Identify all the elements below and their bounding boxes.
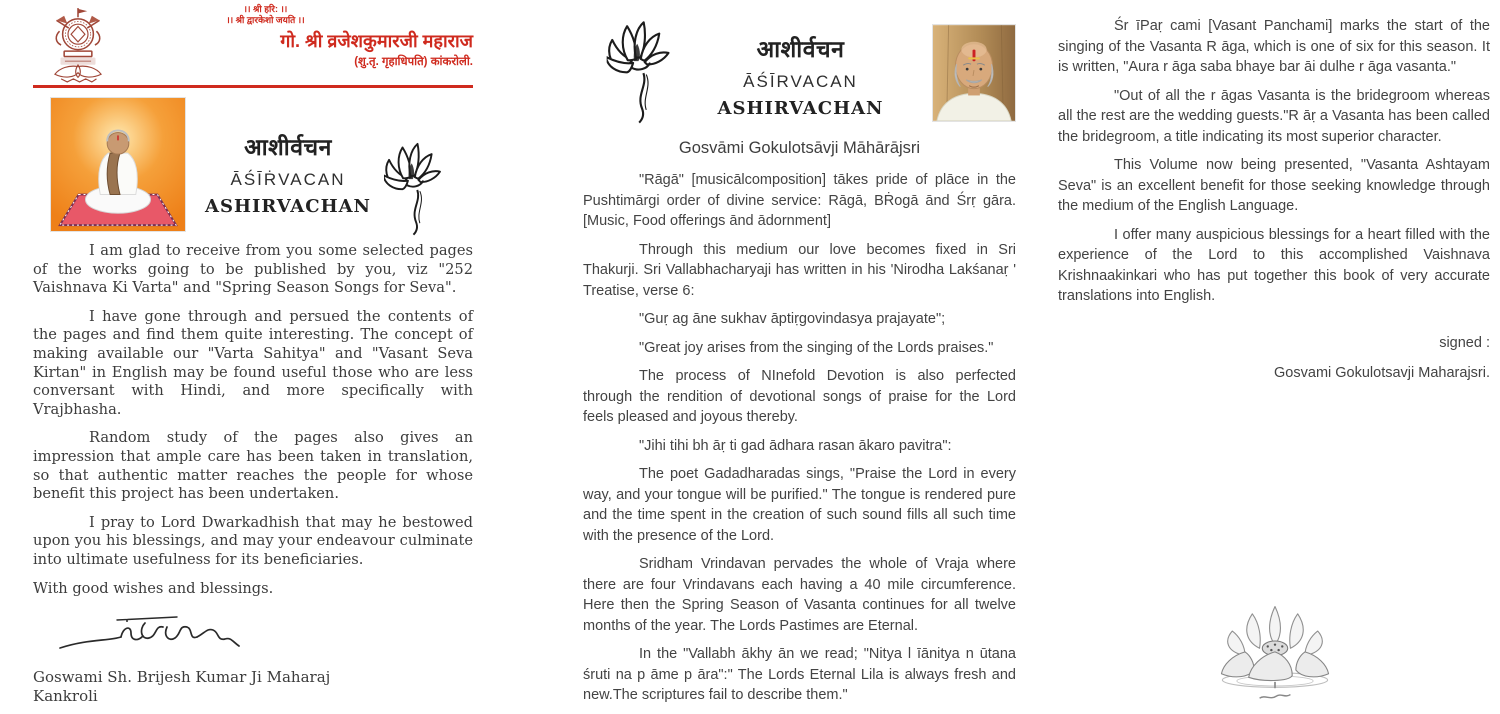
letter-paragraph: "Rāgā" [musicālcomposition] tākes pride of plāce in the Pushtimārgi order of divine service: Rāgā, BṘogā ānd Śrṛ gāra. [Music, Food offerings ānd ādornment] — [583, 172, 1016, 229]
letter-body — [33, 242, 473, 608]
letter-paragraph: Through this medium our love becomes fixed in Sri Thakurji. Sri Vallabhacharyaji has written in his 'Nirodha Lakśanaṛ ' Treatise, verse 6: — [583, 241, 1016, 299]
verse-quote: "Great joy arises from the singing of the Lords praises." — [639, 339, 994, 356]
signed-block — [1058, 335, 1490, 381]
letterhead-name: गो. श्री व्रजेशकुमारजी महाराज — [280, 31, 473, 51]
letter-paragraph: I have gone through and persued the contents of the pages and find them quite interesting. The concept of making available our "Varta Sahitya" and "Vasant Seva Kirtan" in English may be found useful those who are less conversant with Hindi, and more specifically with Vrajbhasha. — [33, 307, 473, 418]
heading-english: ASHIRVACHAN — [717, 98, 884, 119]
letter-paragraph: Random study of the pages also gives an impression that ample care has been taken in translation, so that authentic matter reaches the people for whose benefit this project has been undertaken. — [33, 429, 473, 503]
heading-english: ASHIRVACHAN — [205, 196, 371, 217]
letter-paragraph: I offer many auspicious blessings for a heart filled with the experience of the Lord to this accomplished Vaishnava Krishnaakinkari who has put together this book of very accurate translations into English. — [1058, 226, 1490, 304]
letter-paragraph: I am glad to receive from you some selected pages of the works going to be published by you, viz "252 Vaishnava Ki Varta" and "Spring Season Songs for Seva". — [33, 242, 473, 297]
letter-paragraph: Śr īPaṛ cami [Vasant Panchami] marks the start of the singing of the Vasanta R āga, which is one of six for this season. It is written, "Aura r āga saba bhaye bar āi dulhe r āga vasanta." — [1058, 18, 1490, 75]
signatory-place: Kankroli — [33, 687, 98, 705]
guru-photo-gokulotsav — [932, 24, 1016, 122]
signatory-block — [33, 668, 330, 706]
signature-script-icon — [55, 606, 245, 666]
letter-paragraph: In the "Vallabh ākhy ān we read; "Nitya l īānitya n ūtana śruti na p āme p āra":" The Lords Eternal Lila is always fresh and new.The scriptures fail to describe them." — [583, 646, 1016, 703]
heading-transliteration: ĀŚĪRVACAN — [743, 72, 858, 91]
letter-paragraph: Sridham Vrindavan pervades the whole of Vraja where there are four Vrindavans each having a 40 mile circumference. Here then the Spring Season of Vasanta continues for all twelve months of the year. The Lords Pastimes are Eternal. — [583, 556, 1016, 634]
letter-paragraph: "Out of all the r āgas Vasanta is the bridegroom whereas all the rest are the wedding guests."R āṛ a Vasanta has been called the bridegroom, a title indicating its most superior character. — [1058, 87, 1490, 145]
signatory-name: Goswami Sh. Brijesh Kumar Ji Maharaj — [33, 668, 331, 686]
lotus-line-icon — [605, 18, 679, 124]
signed-name: Gosvami Gokulotsavji Maharajsri. — [1274, 364, 1490, 381]
heading-devanagari: आशीर्वचन — [756, 36, 845, 62]
verse-quote: "Jihi tihi bh āṛ ti gad ādhara rasan ākaro pavitra": — [639, 437, 952, 454]
invocation-line2: ।। श्री द्वारकेशो जयति ।। — [226, 15, 305, 25]
author-line: Gosvāmi Gokulotsāvji Māhārājsri — [678, 139, 921, 157]
letter-paragraph: This Volume now being presented, "Vasanta Ashtayam Seva" is an excellent benefit for those seeking knowledge through the medium of the English Language. — [1058, 157, 1490, 214]
letter-paragraph: The poet Gadadharadas sings, "Praise the Lord in every way, and your tongue will be purified." The tongue is rendered pure and the time spent in the creation of such sound fills all such time with the presence of the Lord. — [583, 466, 1016, 544]
invocation-line1: ।। श्री हरि: ।। — [243, 4, 288, 14]
letterhead-designation: (शु.तृ. गृहाधिपति) कांकरोली. — [354, 56, 473, 68]
page-ashirvachan-brijesh — [33, 0, 473, 714]
lotus-line-icon — [383, 140, 449, 236]
letter-body — [583, 170, 1016, 714]
closing-line: With good wishes and blessings. — [33, 579, 274, 597]
section-heading — [698, 32, 903, 119]
page-ashirvachan-gokulotsav — [583, 0, 1016, 714]
heading-devanagari: आशीर्वचन — [244, 134, 332, 160]
guru-photo-brijesh — [50, 97, 186, 232]
letterhead-rule — [33, 85, 473, 88]
lotus-pencil-icon — [1195, 592, 1355, 710]
letter-body — [1058, 16, 1490, 381]
letter-paragraph: I pray to Lord Dwarkadhish that may he bestowed upon you his blessings, and may your endeavour culminate into ultimate usefulness for its beneficiaries. — [33, 513, 473, 568]
signed-label: signed : — [1439, 334, 1490, 351]
temple-crest-icon — [41, 5, 115, 85]
invocation-text — [173, 4, 358, 26]
verse-quote: "Guṛ ag āne sukhav āptiṛgovindasya prajayate"; — [639, 311, 946, 327]
section-heading — [183, 130, 393, 217]
letter-paragraph: The process of NInefold Devotion is also perfected through the rendition of devotional songs of praise for the Lord feels pleased and joyous thereby. — [583, 368, 1016, 425]
heading-transliteration: ĀŚĪṘVACAN — [230, 170, 346, 189]
